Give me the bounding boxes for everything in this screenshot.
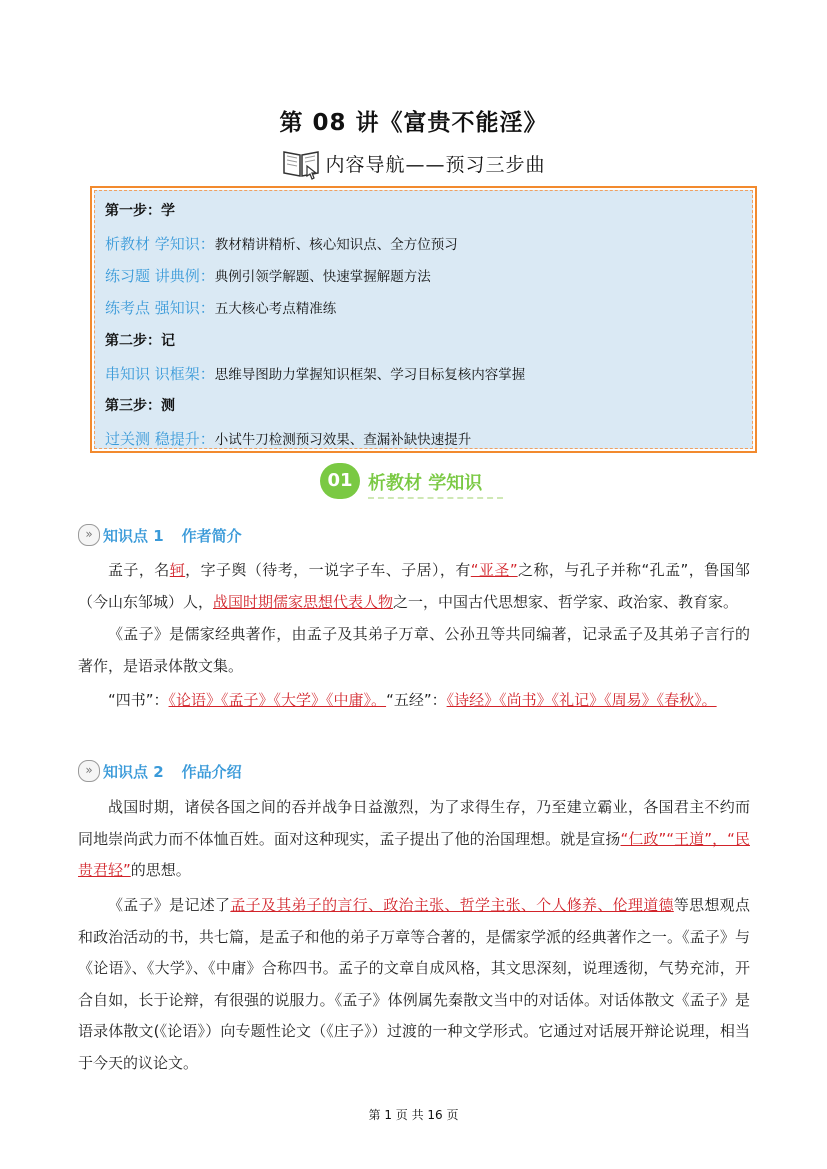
double-chevron-icon: » xyxy=(78,524,100,546)
nav-row-2: 练习题 讲典例：典例引领学解题、快速掌握解题方法 xyxy=(105,267,431,285)
nav-row-4: 串知识 识框架：思维导图助力掌握知识框架、学习目标复核内容掌握 xyxy=(105,365,526,383)
mencius-paragraph: 《孟子》是儒家经典著作，由孟子及其弟子万章、公孙丑等共同编著，记录孟子及其弟子言行的著作，是语录体散文集。 xyxy=(78,625,750,675)
preview-steps-box xyxy=(90,186,757,453)
step-1-heading: 第一步：学 xyxy=(105,203,175,219)
subtitle: 内容导航——预习三步曲 xyxy=(325,153,546,176)
step-2-heading: 第二步：记 xyxy=(105,333,175,349)
author-paragraph: 孟子，名轲，字子舆（待考，一说字子车、子居），有“亚圣”之称，与孔子并称“孔孟”，鲁国邹（今山东邹城）人，战国时期儒家思想代表人物之一，中国古代思想家、哲学家、政治家、教育家。 xyxy=(78,561,750,611)
knowledge-point-2-heading: » 知识点 2 作品介绍 xyxy=(78,758,242,784)
knowledge-point-1-heading: » 知识点 1 作者简介 xyxy=(78,522,242,548)
section-underline xyxy=(368,497,503,499)
background-paragraph: 战国时期，诸侯各国之间的吞并战争日益激烈，为了求得生存，乃至建立霸业，各国君主不约而同地崇尚武力而不体恤百姓。面对这种现实，孟子提出了他的治国理想。就是宣扬“仁政”“王道”，“民贵君轻”的思想。 xyxy=(78,798,750,879)
double-chevron-icon: » xyxy=(78,760,100,782)
page-title: 第 08 讲《富贵不能淫》 xyxy=(279,110,548,136)
four-books-paragraph: “四书”：《论语》《孟子》《大学》《中庸》。“五经”：《诗经》《尚书》《礼记》《周易》《春秋》。 xyxy=(108,691,717,709)
book-pointer-icon xyxy=(281,146,321,180)
step-3-heading: 第三步：测 xyxy=(105,398,175,414)
page-footer: 第 1 页 共 16 页 xyxy=(368,1108,459,1122)
section-number: 01 xyxy=(320,463,360,499)
section-banner xyxy=(320,463,510,499)
work-intro-paragraph: 《孟子》是记述了孟子及其弟子的言行、政治主张、哲学主张、个人修养、伦理道德等思想观点和政治活动的书，共七篇，是孟子和他的弟子万章等合著的，是儒家学派的经典著作之一。《孟子》与《论语》、《大学》、《中庸》合称四书。孟子的文章自成风格，其文思深刻，说理透彻，气势充沛，开合自如，长于论辩，有很强的说服力。《孟子》体例属先秦散文当中的对话体。对话体散文《孟子》是语录体散文(《论语》）向专题性论文（《庄子》）过渡的一种文学形式。它通过对话展开辩论说理，相当于今天的议论文。 xyxy=(78,896,750,1072)
nav-row-1: 析教材 学知识：教材精讲精析、核心知识点、全方位预习 xyxy=(105,235,458,253)
content-nav-header xyxy=(0,145,827,181)
nav-row-5: 过关测 稳提升：小试牛刀检测预习效果、查漏补缺快速提升 xyxy=(105,430,472,448)
nav-row-3: 练考点 强知识：五大核心考点精准练 xyxy=(105,299,337,317)
section-label: 析教材 学知识 xyxy=(368,473,483,494)
